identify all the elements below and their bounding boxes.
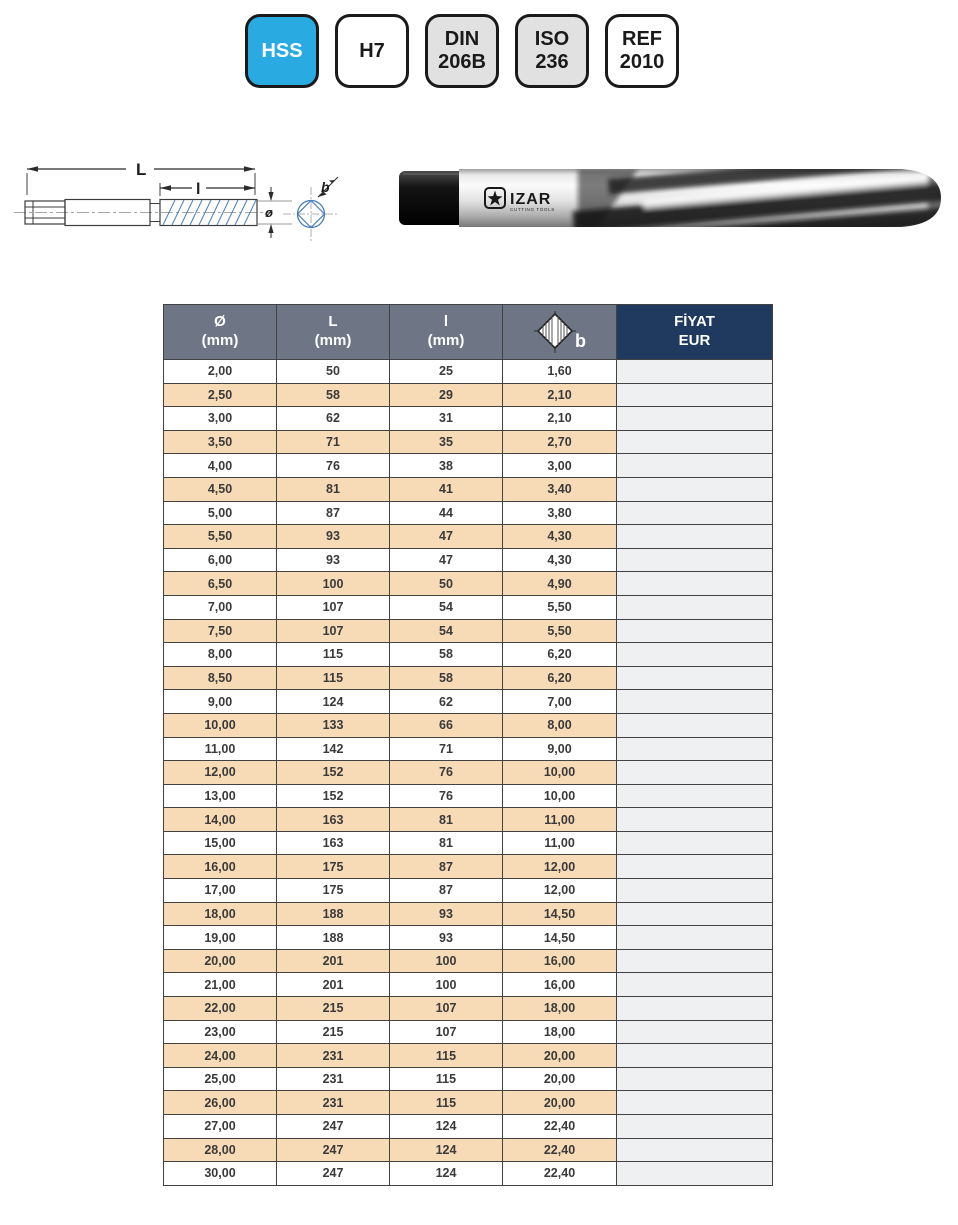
- diameter-cell: 4,00: [164, 454, 277, 478]
- table-row: [164, 643, 773, 667]
- badge-h7: [335, 14, 409, 88]
- col-header-price: FİYAT EUR: [617, 305, 773, 360]
- overall-length-cell: 71: [277, 430, 390, 454]
- overall-length-cell: 215: [277, 997, 390, 1021]
- product-photo: [393, 155, 953, 250]
- square-cell: 22,40: [503, 1115, 617, 1139]
- diameter-cell: 16,00: [164, 855, 277, 879]
- diameter-cell: 2,00: [164, 360, 277, 384]
- table-row: [164, 430, 773, 454]
- diameter-cell: 4,50: [164, 477, 277, 501]
- overall-length-cell: 100: [277, 572, 390, 596]
- table-row: [164, 454, 773, 478]
- square-cell: 18,00: [503, 997, 617, 1021]
- square-cell: 3,00: [503, 454, 617, 478]
- square-cell: 20,00: [503, 1091, 617, 1115]
- diameter-cell: 21,00: [164, 973, 277, 997]
- table-row: [164, 1044, 773, 1068]
- overall-length-cell: 93: [277, 548, 390, 572]
- price-cell: [617, 1115, 773, 1139]
- overall-length-cell: 115: [277, 666, 390, 690]
- table-row: [164, 1115, 773, 1139]
- table-row: [164, 525, 773, 549]
- price-cell: [617, 1162, 773, 1186]
- table-header-row: [164, 305, 773, 360]
- flute-length-cell: 62: [390, 690, 503, 714]
- price-cell: [617, 902, 773, 926]
- table-row: [164, 902, 773, 926]
- badge-din-206b: [425, 14, 499, 88]
- diameter-cell: 7,00: [164, 595, 277, 619]
- badge-hss: [245, 14, 319, 88]
- square-cell: 5,50: [503, 619, 617, 643]
- overall-length-cell: 247: [277, 1115, 390, 1139]
- square-cell: 4,90: [503, 572, 617, 596]
- flute-length-cell: 76: [390, 761, 503, 785]
- square-cell: 14,50: [503, 902, 617, 926]
- badge-din-line2: 206B: [438, 51, 486, 73]
- diameter-cell: 10,00: [164, 713, 277, 737]
- diameter-cell: 27,00: [164, 1115, 277, 1139]
- overall-length-cell: 152: [277, 761, 390, 785]
- flute-length-cell: 124: [390, 1138, 503, 1162]
- diameter-cell: 6,50: [164, 572, 277, 596]
- table-row: [164, 761, 773, 785]
- flute-length-cell: 76: [390, 784, 503, 808]
- col-header-overall-length: L (mm): [277, 305, 390, 360]
- diameter-cell: 28,00: [164, 1138, 277, 1162]
- price-cell: [617, 737, 773, 761]
- diameter-cell: 8,00: [164, 643, 277, 667]
- square-cell: 2,10: [503, 407, 617, 431]
- square-cell: 8,00: [503, 713, 617, 737]
- flute-length-cell: 107: [390, 1020, 503, 1044]
- table-row: [164, 1138, 773, 1162]
- square-cell: 11,00: [503, 808, 617, 832]
- table-body: [164, 360, 773, 1186]
- flute-length-cell: 58: [390, 666, 503, 690]
- square-section-icon: [533, 310, 579, 354]
- price-cell: [617, 619, 773, 643]
- square-cell: 4,30: [503, 525, 617, 549]
- diameter-cell: 3,00: [164, 407, 277, 431]
- diameter-cell: 3,50: [164, 430, 277, 454]
- overall-length-cell: 231: [277, 1067, 390, 1091]
- badge-iso-line2: 236: [535, 51, 569, 73]
- price-cell: [617, 477, 773, 501]
- table-row: [164, 831, 773, 855]
- table-row: [164, 383, 773, 407]
- diameter-cell: 24,00: [164, 1044, 277, 1068]
- table-row: [164, 360, 773, 384]
- table-row: [164, 973, 773, 997]
- diameter-cell: 7,50: [164, 619, 277, 643]
- square-cell: 12,00: [503, 879, 617, 903]
- square-cell: 14,50: [503, 926, 617, 950]
- table-row: [164, 737, 773, 761]
- dimension-L-label: L: [136, 160, 147, 179]
- flute-length-cell: 41: [390, 477, 503, 501]
- table-row: [164, 784, 773, 808]
- price-cell: [617, 973, 773, 997]
- overall-length-cell: 50: [277, 360, 390, 384]
- flute-length-cell: 124: [390, 1162, 503, 1186]
- overall-length-cell: 62: [277, 407, 390, 431]
- diameter-cell: 6,00: [164, 548, 277, 572]
- overall-length-cell: 215: [277, 1020, 390, 1044]
- flute-length-cell: 47: [390, 525, 503, 549]
- square-cell: 9,00: [503, 737, 617, 761]
- technical-drawing: [8, 145, 378, 265]
- flute-length-cell: 29: [390, 383, 503, 407]
- square-cell: 11,00: [503, 831, 617, 855]
- square-cell: 16,00: [503, 949, 617, 973]
- flute-length-cell: 47: [390, 548, 503, 572]
- col-header-flute-length: l (mm): [390, 305, 503, 360]
- diameter-cell: 25,00: [164, 1067, 277, 1091]
- table-row: [164, 619, 773, 643]
- diameter-cell: 9,00: [164, 690, 277, 714]
- diameter-cell: 11,00: [164, 737, 277, 761]
- price-cell: [617, 548, 773, 572]
- flute-length-cell: 100: [390, 973, 503, 997]
- flute-length-cell: 44: [390, 501, 503, 525]
- square-cell: 4,30: [503, 548, 617, 572]
- price-cell: [617, 879, 773, 903]
- overall-length-cell: 175: [277, 879, 390, 903]
- price-cell: [617, 501, 773, 525]
- flute-length-cell: 25: [390, 360, 503, 384]
- square-cell: 1,60: [503, 360, 617, 384]
- diameter-cell: 23,00: [164, 1020, 277, 1044]
- price-cell: [617, 1020, 773, 1044]
- flute-length-cell: 81: [390, 808, 503, 832]
- diameter-cell: 30,00: [164, 1162, 277, 1186]
- overall-length-cell: 231: [277, 1044, 390, 1068]
- flute-length-cell: 87: [390, 879, 503, 903]
- diameter-cell: 18,00: [164, 902, 277, 926]
- overall-length-cell: 201: [277, 949, 390, 973]
- overall-length-cell: 163: [277, 808, 390, 832]
- square-cell: 3,80: [503, 501, 617, 525]
- dimension-l-label: l: [196, 181, 201, 198]
- diameter-cell: 5,00: [164, 501, 277, 525]
- square-cell: 6,20: [503, 666, 617, 690]
- price-cell: [617, 926, 773, 950]
- flute-length-cell: 93: [390, 902, 503, 926]
- price-cell: [617, 454, 773, 478]
- flute-length-cell: 71: [390, 737, 503, 761]
- square-cell: 2,10: [503, 383, 617, 407]
- price-cell: [617, 690, 773, 714]
- overall-length-cell: 115: [277, 643, 390, 667]
- brand-name: IZAR: [510, 191, 552, 208]
- square-header-label: b: [575, 330, 586, 351]
- overall-length-cell: 201: [277, 973, 390, 997]
- square-cell: 18,00: [503, 1020, 617, 1044]
- table-row: [164, 690, 773, 714]
- flute-length-cell: 31: [390, 407, 503, 431]
- overall-length-cell: 163: [277, 831, 390, 855]
- diameter-cell: 5,50: [164, 525, 277, 549]
- badge-ref-2010: [605, 14, 679, 88]
- price-cell: [617, 1044, 773, 1068]
- diameter-cell: 20,00: [164, 949, 277, 973]
- table-row: [164, 855, 773, 879]
- diameter-cell: 14,00: [164, 808, 277, 832]
- reamer-square-tang: [399, 171, 465, 225]
- overall-length-cell: 188: [277, 926, 390, 950]
- flute-length-cell: 100: [390, 949, 503, 973]
- price-cell: [617, 784, 773, 808]
- price-cell: [617, 1091, 773, 1115]
- diameter-cell: 13,00: [164, 784, 277, 808]
- overall-length-cell: 231: [277, 1091, 390, 1115]
- table-row: [164, 595, 773, 619]
- table-row: [164, 808, 773, 832]
- flute-length-cell: 81: [390, 831, 503, 855]
- flute-length-cell: 115: [390, 1067, 503, 1091]
- diameter-cell: 17,00: [164, 879, 277, 903]
- flute-length-cell: 115: [390, 1091, 503, 1115]
- overall-length-cell: 175: [277, 855, 390, 879]
- table-row: [164, 477, 773, 501]
- flute-length-cell: 54: [390, 595, 503, 619]
- price-cell: [617, 949, 773, 973]
- price-cell: [617, 831, 773, 855]
- table-row: [164, 666, 773, 690]
- spec-table: [163, 304, 773, 1186]
- square-cell: 6,20: [503, 643, 617, 667]
- overall-length-cell: 76: [277, 454, 390, 478]
- square-cell: 10,00: [503, 784, 617, 808]
- square-cell: 3,40: [503, 477, 617, 501]
- diameter-cell: 22,00: [164, 997, 277, 1021]
- table-row: [164, 1020, 773, 1044]
- diameter-cell: 15,00: [164, 831, 277, 855]
- badge-ref-line2: 2010: [619, 51, 665, 73]
- table-row: [164, 1162, 773, 1186]
- square-cell: 16,00: [503, 973, 617, 997]
- flute-length-cell: 124: [390, 1115, 503, 1139]
- dimension-b-label: b: [321, 179, 330, 195]
- price-cell: [617, 407, 773, 431]
- flute-length-cell: 35: [390, 430, 503, 454]
- price-cell: [617, 525, 773, 549]
- square-cell: 20,00: [503, 1044, 617, 1068]
- table-row: [164, 548, 773, 572]
- flute-length-cell: 58: [390, 643, 503, 667]
- flute-length-cell: 50: [390, 572, 503, 596]
- square-cell: 22,40: [503, 1162, 617, 1186]
- overall-length-cell: 124: [277, 690, 390, 714]
- overall-length-cell: 81: [277, 477, 390, 501]
- overall-length-cell: 93: [277, 525, 390, 549]
- diameter-cell: 19,00: [164, 926, 277, 950]
- table-row: [164, 572, 773, 596]
- price-cell: [617, 713, 773, 737]
- flute-length-cell: 66: [390, 713, 503, 737]
- diameter-cell: 12,00: [164, 761, 277, 785]
- table-row: [164, 1091, 773, 1115]
- price-cell: [617, 666, 773, 690]
- brand-tagline: CUTTING TOOLS: [510, 207, 555, 212]
- overall-length-cell: 107: [277, 595, 390, 619]
- dimension-diameter-label: ø: [265, 205, 273, 220]
- overall-length-cell: 188: [277, 902, 390, 926]
- square-cell: 5,50: [503, 595, 617, 619]
- badge-hss-label: HSS: [261, 39, 303, 62]
- flute-length-cell: 107: [390, 997, 503, 1021]
- square-cell: 20,00: [503, 1067, 617, 1091]
- price-cell: [617, 761, 773, 785]
- overall-length-cell: 247: [277, 1162, 390, 1186]
- table-row: [164, 713, 773, 737]
- price-cell: [617, 1138, 773, 1162]
- overall-length-cell: 107: [277, 619, 390, 643]
- flute-length-cell: 93: [390, 926, 503, 950]
- price-cell: [617, 808, 773, 832]
- flute-length-cell: 115: [390, 1044, 503, 1068]
- diameter-cell: 8,50: [164, 666, 277, 690]
- diameter-cell: 2,50: [164, 383, 277, 407]
- flute-length-cell: 87: [390, 855, 503, 879]
- col-header-square: [503, 305, 617, 360]
- flute-length-cell: 54: [390, 619, 503, 643]
- col-header-diameter: Ø (mm): [164, 305, 277, 360]
- overall-length-cell: 87: [277, 501, 390, 525]
- diameter-cell: 26,00: [164, 1091, 277, 1115]
- standards-badge-row: [245, 14, 679, 88]
- price-cell: [617, 643, 773, 667]
- table-row: [164, 407, 773, 431]
- table-row: [164, 926, 773, 950]
- square-cell: 7,00: [503, 690, 617, 714]
- overall-length-cell: 142: [277, 737, 390, 761]
- overall-length-cell: 247: [277, 1138, 390, 1162]
- badge-iso-line1: ISO: [534, 28, 570, 50]
- price-cell: [617, 855, 773, 879]
- square-cell: 22,40: [503, 1138, 617, 1162]
- table-row: [164, 949, 773, 973]
- badge-ref-line1: REF: [622, 28, 662, 50]
- table-row: [164, 879, 773, 903]
- badge-h7-label: H7: [359, 39, 385, 62]
- square-cell: 2,70: [503, 430, 617, 454]
- price-cell: [617, 997, 773, 1021]
- price-cell: [617, 595, 773, 619]
- flute-length-cell: 38: [390, 454, 503, 478]
- price-cell: [617, 430, 773, 454]
- table-row: [164, 1067, 773, 1091]
- badge-iso-236: [515, 14, 589, 88]
- overall-length-cell: 133: [277, 713, 390, 737]
- price-cell: [617, 383, 773, 407]
- overall-length-cell: 58: [277, 383, 390, 407]
- table-row: [164, 501, 773, 525]
- table-row: [164, 997, 773, 1021]
- price-cell: [617, 1067, 773, 1091]
- badge-din-line1: DIN: [444, 28, 480, 50]
- square-cell: 12,00: [503, 855, 617, 879]
- overall-length-cell: 152: [277, 784, 390, 808]
- price-cell: [617, 360, 773, 384]
- square-cell: 10,00: [503, 761, 617, 785]
- price-cell: [617, 572, 773, 596]
